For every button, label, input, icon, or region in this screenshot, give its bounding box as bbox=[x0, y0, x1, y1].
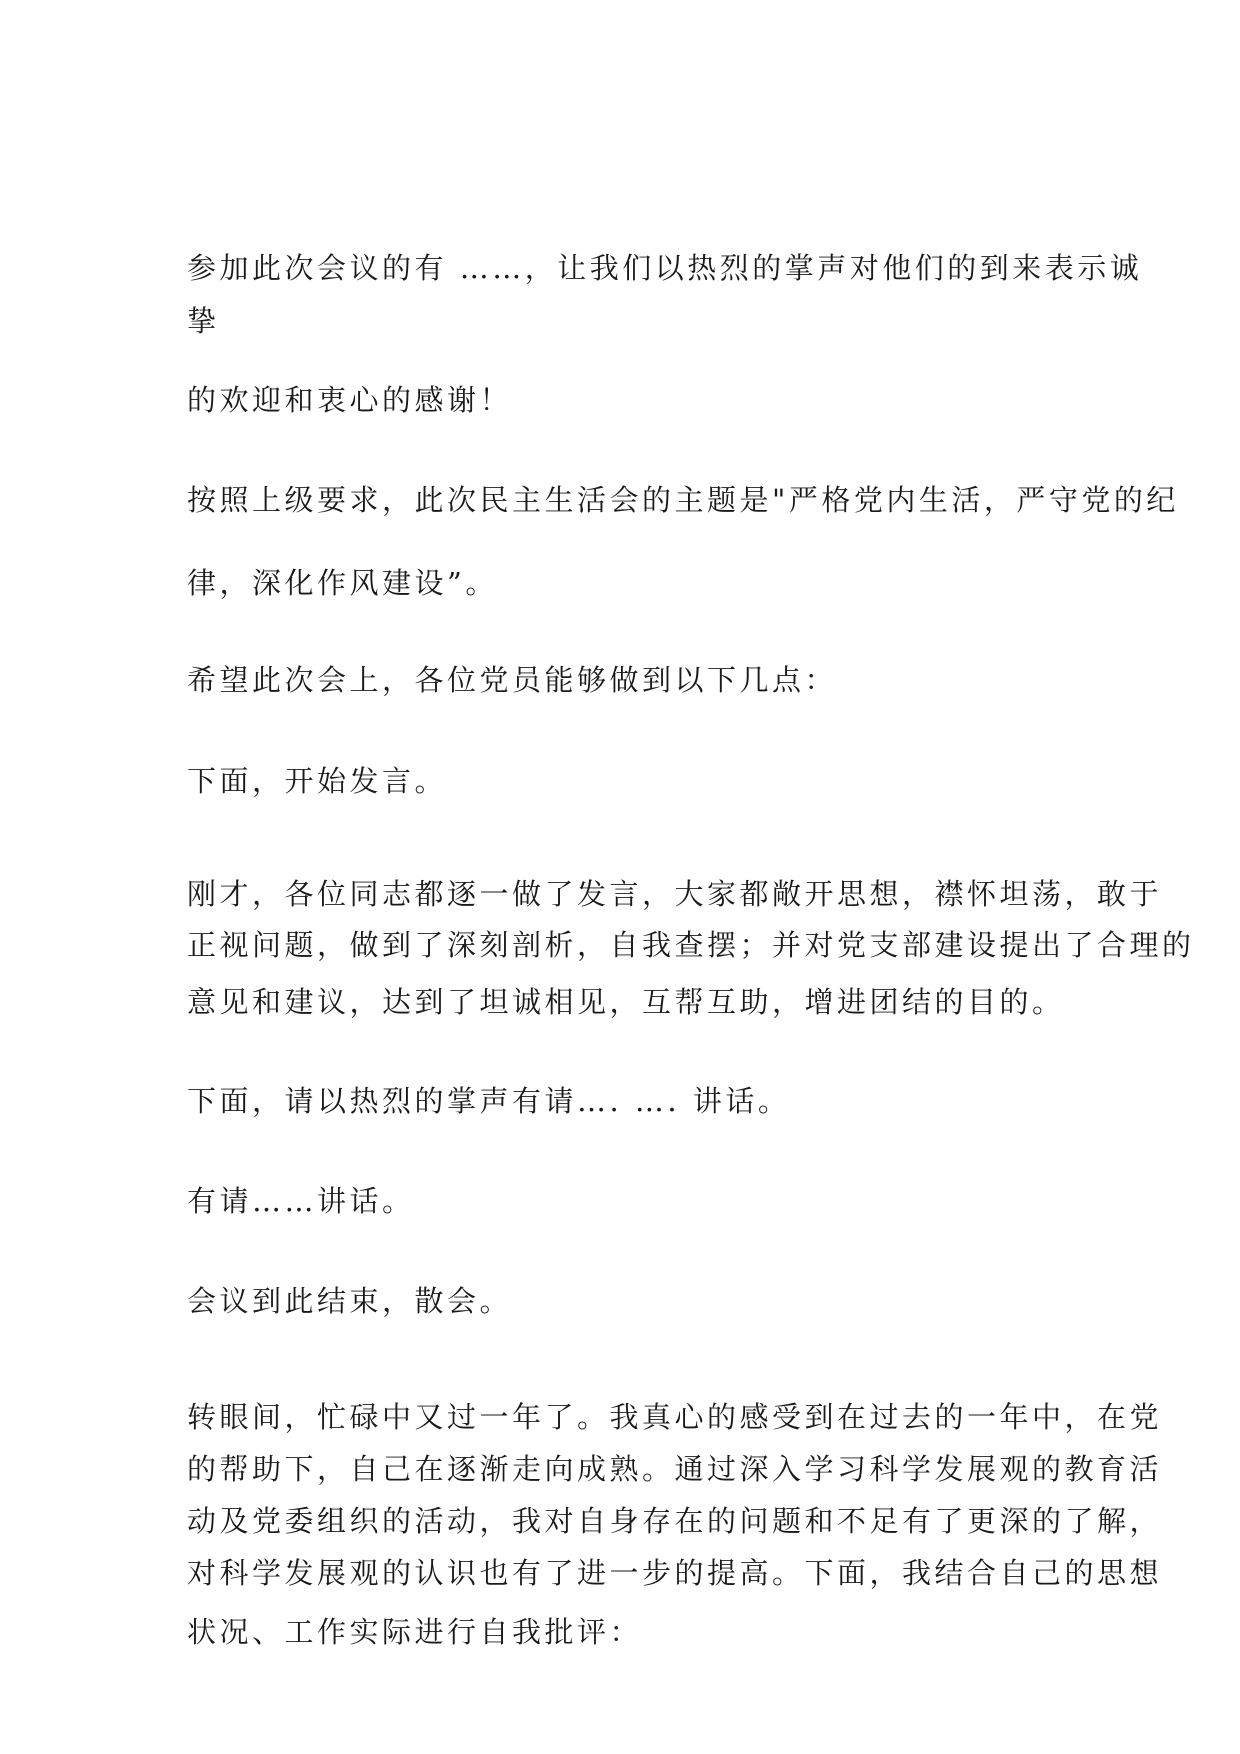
paragraph-10-line-5: 状况、工作实际进行自我批评： bbox=[187, 1615, 643, 1649]
paragraph-1-line-2: 挚 bbox=[187, 304, 220, 338]
paragraph-2-line-1: 的欢迎和衷心的感谢！ bbox=[187, 383, 513, 417]
paragraph-3-line-2: 律，深化作风建设”。 bbox=[187, 566, 498, 600]
paragraph-10-line-1: 转眼间，忙碌中又过一年了。我真心的感受到在过去的一年中，在党 bbox=[187, 1400, 1163, 1434]
paragraph-3-line-1: 按照上级要求，此次民主生活会的主题是"严格党内生活，严守党的纪 bbox=[187, 483, 1179, 517]
paragraph-6-line-1: 刚才，各位同志都逐一做了发言，大家都敞开思想，襟怀坦荡，敢于 bbox=[187, 877, 1163, 911]
paragraph-5-line-1: 下面，开始发言。 bbox=[187, 764, 448, 798]
paragraph-10-line-4: 对科学发展观的认识也有了进一步的提高。下面，我结合自己的思想 bbox=[187, 1556, 1163, 1590]
paragraph-6-line-3: 意见和建议，达到了坦诚相见，互帮互助，增进团结的目的。 bbox=[187, 985, 1065, 1019]
paragraph-7-line-1: 下面，请以热烈的掌声有请…. …. 讲话。 bbox=[187, 1084, 791, 1118]
paragraph-9-line-1: 会议到此结束，散会。 bbox=[187, 1284, 513, 1318]
paragraph-4-line-1: 希望此次会上，各位党员能够做到以下几点： bbox=[187, 663, 838, 697]
paragraph-10-line-3: 动及党委组织的活动，我对自身存在的问题和不足有了更深的了解， bbox=[187, 1504, 1163, 1538]
paragraph-6-line-2: 正视问题，做到了深刻剖析，自我查摆；并对党支部建设提出了合理的 bbox=[187, 928, 1195, 962]
paragraph-8-line-1: 有请……讲话。 bbox=[187, 1184, 415, 1218]
paragraph-10-line-2: 的帮助下，自己在逐渐走向成熟。通过深入学习科学发展观的教育活 bbox=[187, 1452, 1163, 1486]
paragraph-1-line-1: 参加此次会议的有 ……，让我们以热烈的掌声对他们的到来表示诚 bbox=[187, 251, 1143, 285]
